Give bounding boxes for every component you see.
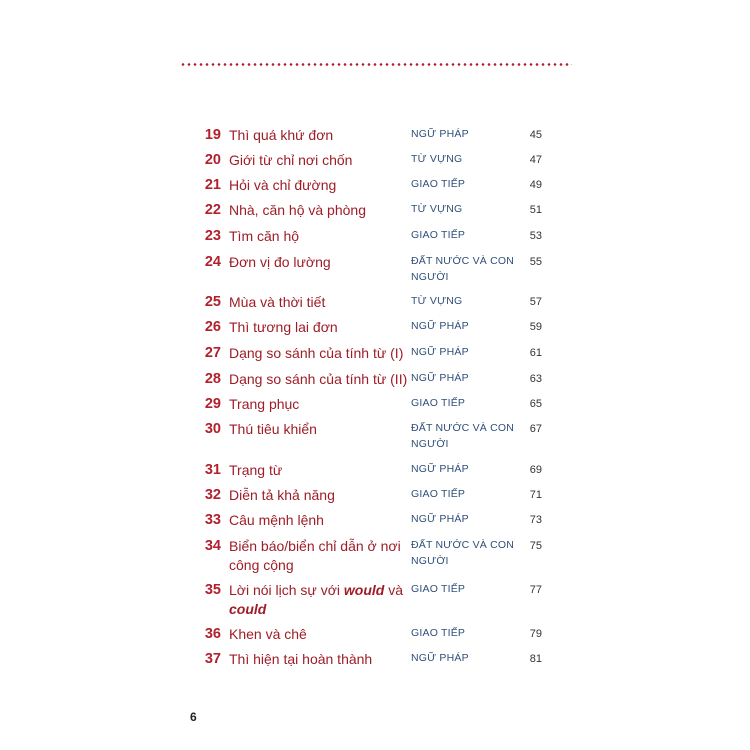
- entry-title: Giới từ chỉ nơi chốn: [229, 152, 353, 168]
- entry-number: 36: [204, 626, 221, 642]
- entry-page: 57: [529, 296, 542, 308]
- entry-page: 77: [529, 584, 542, 596]
- entry-category: GIAO TIẾP: [411, 488, 466, 500]
- entry-number: 34: [204, 538, 221, 554]
- entry-category: GIAO TIẾP: [411, 583, 466, 595]
- entry-number: 33: [204, 512, 221, 528]
- entry-title: Đơn vị đo lường: [229, 254, 331, 270]
- entry-page: 59: [529, 321, 542, 333]
- entry-category: NGỮ PHÁP: [411, 463, 469, 475]
- entry-number: 37: [204, 651, 221, 667]
- entry-number: 20: [204, 152, 221, 168]
- book-page: [170, 40, 580, 748]
- entry-number: 35: [204, 582, 221, 598]
- entry-title: Trạng từ: [229, 462, 283, 478]
- entry-category: NGỮ PHÁP: [411, 513, 469, 525]
- entry-number: 32: [204, 487, 221, 503]
- entry-category: NGỮ PHÁP: [411, 128, 469, 140]
- entry-page: 53: [529, 230, 542, 242]
- entry-category: GIAO TIẾP: [411, 178, 466, 190]
- entry-category: GIAO TIẾP: [411, 397, 466, 409]
- entry-number: 25: [204, 294, 221, 310]
- entry-number: 22: [204, 202, 221, 218]
- entry-title: Dạng so sánh của tính từ (I): [229, 345, 404, 361]
- entry-title-emphasis: would: [343, 582, 385, 598]
- entry-title-text: và: [384, 582, 404, 598]
- entry-number: 24: [204, 254, 221, 270]
- entry-title: Thì hiện tại hoàn thành: [229, 651, 373, 667]
- entry-number: 21: [204, 177, 221, 193]
- entry-title: Câu mệnh lệnh: [229, 512, 324, 528]
- entry-page: 75: [529, 540, 542, 552]
- entry-title: Thì quá khứ đơn: [229, 127, 334, 143]
- entry-number: 31: [204, 462, 221, 478]
- entry-title: Tìm căn hộ: [229, 228, 300, 244]
- entry-page: 47: [529, 154, 542, 166]
- entry-title-emphasis: could: [229, 601, 267, 617]
- entry-number: 28: [204, 371, 221, 387]
- entry-page: 65: [529, 398, 542, 410]
- entry-category: NGỮ PHÁP: [411, 652, 469, 664]
- entry-page: 69: [529, 464, 542, 476]
- entry-page: 71: [529, 489, 542, 501]
- entry-page: 49: [529, 179, 542, 191]
- entry-title: Dạng so sánh của tính từ (II): [229, 371, 408, 387]
- entry-category: TỪ VỰNG: [411, 153, 463, 165]
- entry-number: 29: [204, 396, 221, 412]
- entry-title: Hỏi và chỉ đường: [229, 177, 337, 193]
- entry-title: Diễn tả khả năng: [229, 487, 335, 503]
- entry-page: 63: [529, 373, 542, 385]
- entry-category: GIAO TIẾP: [411, 627, 466, 639]
- entry-page: 81: [529, 653, 542, 665]
- entry-number: 27: [204, 345, 221, 361]
- entry-title-text: Lời nói lịch sự với: [229, 582, 344, 598]
- entry-number: 30: [204, 421, 221, 437]
- entry-category: ĐẤT NƯỚC VÀ CON NGƯỜI: [411, 255, 515, 283]
- entry-category: GIAO TIẾP: [411, 229, 466, 241]
- entry-category: NGỮ PHÁP: [411, 372, 469, 384]
- entry-title: Thì tương lai đơn: [229, 319, 338, 335]
- entry-page: 79: [529, 628, 542, 640]
- entry-title: Mùa và thời tiết: [229, 294, 326, 310]
- entry-page: 73: [529, 514, 542, 526]
- entry-category: TỪ VỰNG: [411, 203, 463, 215]
- entry-number: 26: [204, 319, 221, 335]
- entry-category: ĐẤT NƯỚC VÀ CON NGƯỜI: [411, 422, 515, 450]
- entry-category: ĐẤT NƯỚC VÀ CON NGƯỜI: [411, 539, 515, 567]
- dotted-rule: [180, 63, 572, 66]
- entry-title: Thú tiêu khiển: [229, 421, 317, 437]
- entry-page: 51: [529, 204, 542, 216]
- entry-page: 61: [529, 347, 542, 359]
- entry-number: 23: [204, 228, 221, 244]
- entry-number: 19: [204, 127, 221, 143]
- entry-category: TỪ VỰNG: [411, 295, 463, 307]
- entry-page: 55: [529, 256, 542, 268]
- entry-category: NGỮ PHÁP: [411, 346, 469, 358]
- entry-page: 45: [529, 129, 542, 141]
- entry-title: Khen và chê: [229, 626, 307, 642]
- entry-title: [229, 581, 411, 619]
- entry-page: 67: [529, 423, 542, 435]
- entry-category: NGỮ PHÁP: [411, 320, 469, 332]
- entry-title: Trang phục: [229, 396, 300, 412]
- entry-title: Biển báo/biển chỉ dẫn ở nơi công cộng: [229, 538, 401, 573]
- entry-title: Nhà, căn hộ và phòng: [229, 202, 366, 218]
- page-number: 6: [190, 710, 197, 724]
